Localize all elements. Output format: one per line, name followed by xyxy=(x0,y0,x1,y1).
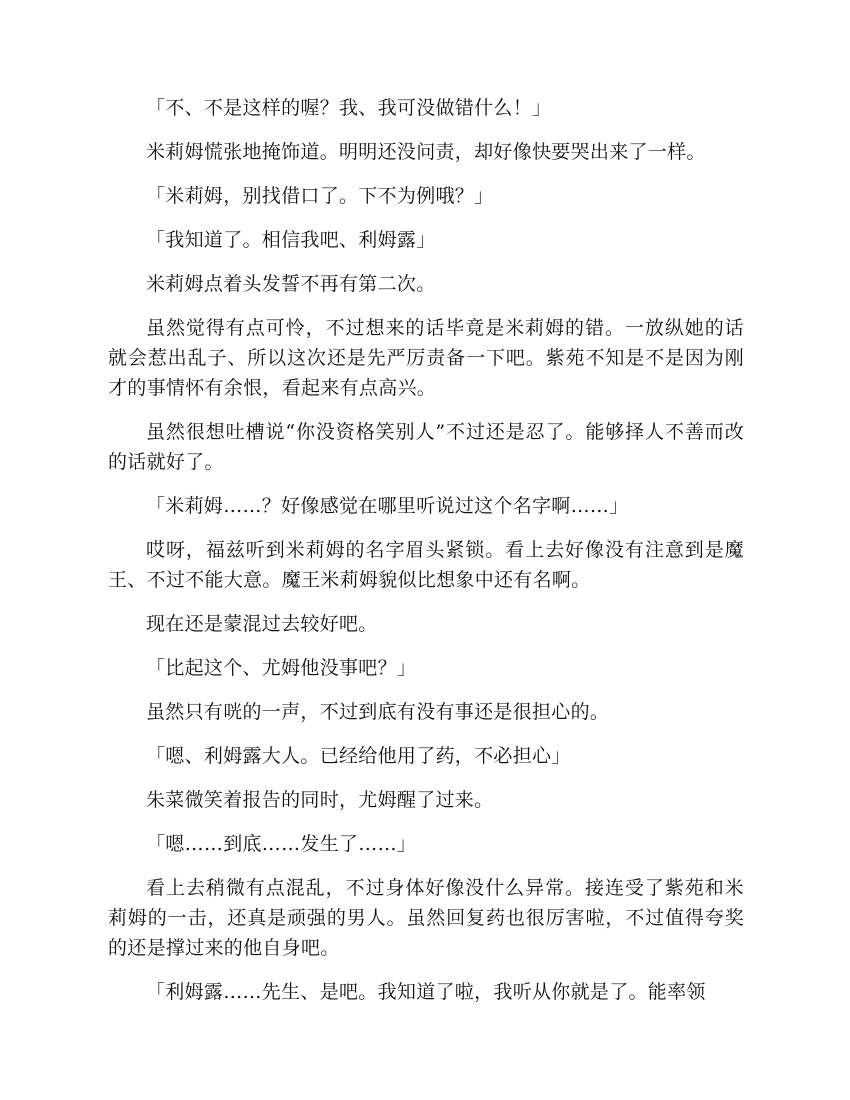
paragraph: 虽然很想吐槽说“你没资格笑别人”不过还是忍了。能够择人不善而改的话就好了。 xyxy=(108,421,744,473)
text-body xyxy=(108,93,744,1021)
paragraph: 「米莉姆，别找借口了。下不为例哦？」 xyxy=(146,185,494,207)
paragraph: 看上去稍微有点混乱，不过身体好像没什么异常。接连受了紫苑和米莉姆的一击，还真是顽强的男人。虽然回复药也很厉害啦，不过值得夸奖的还是撑过来的他自身吧。 xyxy=(108,877,744,959)
paragraph: 虽然觉得有点可怜，不过想来的话毕竟是米莉姆的错。一放纵她的话就会惹出乱子、所以这次还是先严厉责备一下吧。紫苑不知是不是因为刚才的事情怀有余恨，看起来有点高兴。 xyxy=(108,317,744,399)
paragraph: 「不、不是这样的喔？我、我可没做错什么！」 xyxy=(146,97,552,119)
paragraph: 「米莉姆……？好像感觉在哪里听说过这个名字啊……」 xyxy=(146,495,629,517)
paragraph: 虽然只有咣的一声，不过到底有没有事还是很担心的。 xyxy=(146,701,610,723)
paragraph: 米莉姆慌张地掩饰道。明明还没问责，却好像快要哭出来了一样。 xyxy=(146,141,706,163)
paragraph: 哎呀，福兹听到米莉姆的名字眉头紧锁。看上去好像没有注意到是魔王、不过不能大意。魔王米莉姆貌似比想象中还有名啊。 xyxy=(108,539,744,591)
paragraph: 现在还是蒙混过去较好吧。 xyxy=(146,613,378,635)
paragraph: 朱菜微笑着报告的同时，尤姆醒了过来。 xyxy=(146,789,494,811)
paragraph: 「嗯……到底……发生了……」 xyxy=(146,833,417,855)
paragraph: 「比起这个、尤姆他没事吧？」 xyxy=(146,657,417,679)
paragraph: 「利姆露……先生、是吧。我知道了啦，我听从你就是了。能率领 xyxy=(146,981,706,1003)
paragraph: 「嗯、利姆露大人。已经给他用了药，不必担心」 xyxy=(146,745,571,767)
paragraph: 米莉姆点着头发誓不再有第二次。 xyxy=(146,273,436,295)
paragraph: 「我知道了。相信我吧、利姆露」 xyxy=(146,229,436,251)
